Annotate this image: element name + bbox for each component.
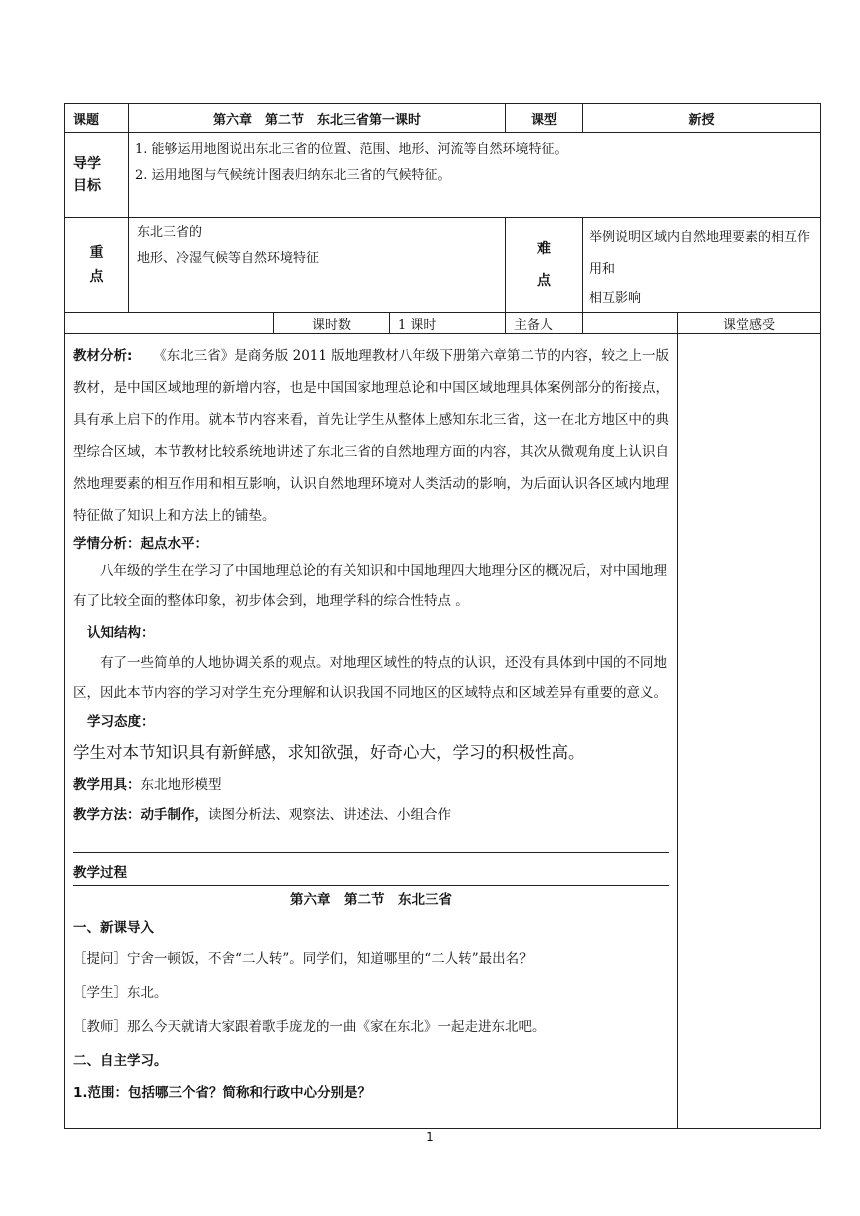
hours-label: 课时数 (274, 313, 390, 334)
goals-row (65, 133, 821, 218)
key-label: 重 点 (65, 218, 129, 313)
cognitive-label: 认知结构： (87, 625, 155, 641)
tools-label: 教学用具： (73, 777, 141, 793)
meta-empty (65, 313, 274, 334)
lesson-plan-page (64, 103, 820, 1129)
divider-1 (73, 852, 669, 853)
preparer-label: 主备人 (506, 313, 583, 334)
topic-label: 课题 (65, 104, 129, 133)
goal-item-2: 2. 运用地图与气候统计图表归纳东北三省的气候特征。 (135, 168, 451, 183)
analysis-label: 教材分析: (73, 348, 133, 364)
reflection-label: 课堂感受 (678, 313, 821, 334)
reflection-cell (678, 334, 821, 1129)
dialog-question: ［提问］宁舍一顿饭，不舍“二人转”。同学们，知道哪里的“二人转”最出名？ (73, 951, 533, 967)
section-2-heading: 二、自主学习。 (73, 1053, 168, 1069)
attitude-text: 学生对本节知识具有新鲜感，求知欲强，好奇心大，学习的积极性高。 (73, 743, 585, 762)
attitude-label: 学习态度： (87, 714, 155, 730)
preparer-value (583, 313, 678, 334)
type-value: 新授 (583, 104, 821, 133)
hard-line-2: 相互影响 (589, 291, 642, 306)
tools-line (73, 770, 669, 800)
methods-line (73, 800, 669, 830)
hard-line-1: 举例说明区域内自然地理要素的相互作用和 (589, 230, 811, 277)
topic-value: 第六章 第二节 东北三省第一课时 (129, 104, 506, 133)
analysis-paragraph (73, 340, 669, 532)
goals-label: 导学目标 (65, 133, 129, 218)
methods-label: 教学方法： (73, 807, 141, 823)
learner-label: 学情分析：起点水平： (73, 536, 208, 552)
cognitive-text: 有了一些简单的人地协调关系的观点。对地理区域性的特点的认识，还没有具体到中国的不同地区，因此本节内容的学习对学生充分理解和认识我国不同地区的区域特点和区域差异有重要的意义。 (73, 655, 667, 701)
hours-value: 1 课时 (390, 313, 506, 334)
key-line-2: 地形、冷湿气候等自然环境特征 (137, 251, 320, 266)
section-1-heading: 一、新课导入 (73, 920, 154, 936)
key-points-row (65, 218, 821, 313)
meta-row (65, 313, 821, 334)
methods-bold: 动手制作， (140, 807, 208, 823)
page-number: 1 (426, 1130, 434, 1144)
learner-text: 八年级的学生在学习了中国地理总论的有关知识和中国地理四大地理分区的概况后，对中国地理有了比较全面的整体印象，初步体会到，地理学科的综合性特点 。 (73, 563, 667, 609)
lesson-plan-table (64, 103, 821, 1129)
key-line-1: 东北三省的 (137, 225, 203, 240)
analysis-text: 《东北三省》是商务版 2011 版地理教材八年级下册第六章第二节的内容，较之上一版教材，是中国区域地理的新增内容，也是中国国家地理总论和中国区域地理具体案例部分的衔接点，具有承上启下的作用。就本节内容来看，首先让学生从整体上感知东北三省，这一在北方地区中的典型综合区域，本节教材比较系统地讲述了东北三省的自然地理方面的内容，其次从微观角度上认识自然地理要素的相互作用和相互影响，认识自然地理环境对人类活动的影响，为后面认识各区域内地理特征做了知识上和方法上的铺垫。 (73, 348, 669, 524)
hard-content (583, 218, 821, 313)
body-row (65, 334, 821, 1129)
lesson-body (65, 334, 678, 1129)
dialog-student: ［学生］东北。 (73, 985, 168, 1001)
process-title: 第六章 第二节 东北三省 (290, 892, 452, 908)
dialog-teacher: ［教师］那么今天就请大家跟着歌手庞龙的一曲《家在东北》一起走进东北吧。 (73, 1019, 546, 1035)
process-label: 教学过程 (73, 865, 127, 881)
tools-text: 东北地形模型 (140, 777, 222, 793)
hard-label: 难 点 (506, 218, 583, 313)
methods-text: 读图分析法、观察法、讲述法、小组合作 (208, 807, 451, 823)
range-question: 1.范围：包括哪三个省？简称和行政中心分别是？ (73, 1085, 372, 1101)
type-label: 课型 (506, 104, 583, 133)
title-row (65, 104, 821, 133)
goals-content (129, 133, 821, 218)
key-content (129, 218, 506, 313)
goal-item-1: 1. 能够运用地图说出东北三省的位置、范围、地形、河流等自然环境特征。 (135, 142, 568, 157)
